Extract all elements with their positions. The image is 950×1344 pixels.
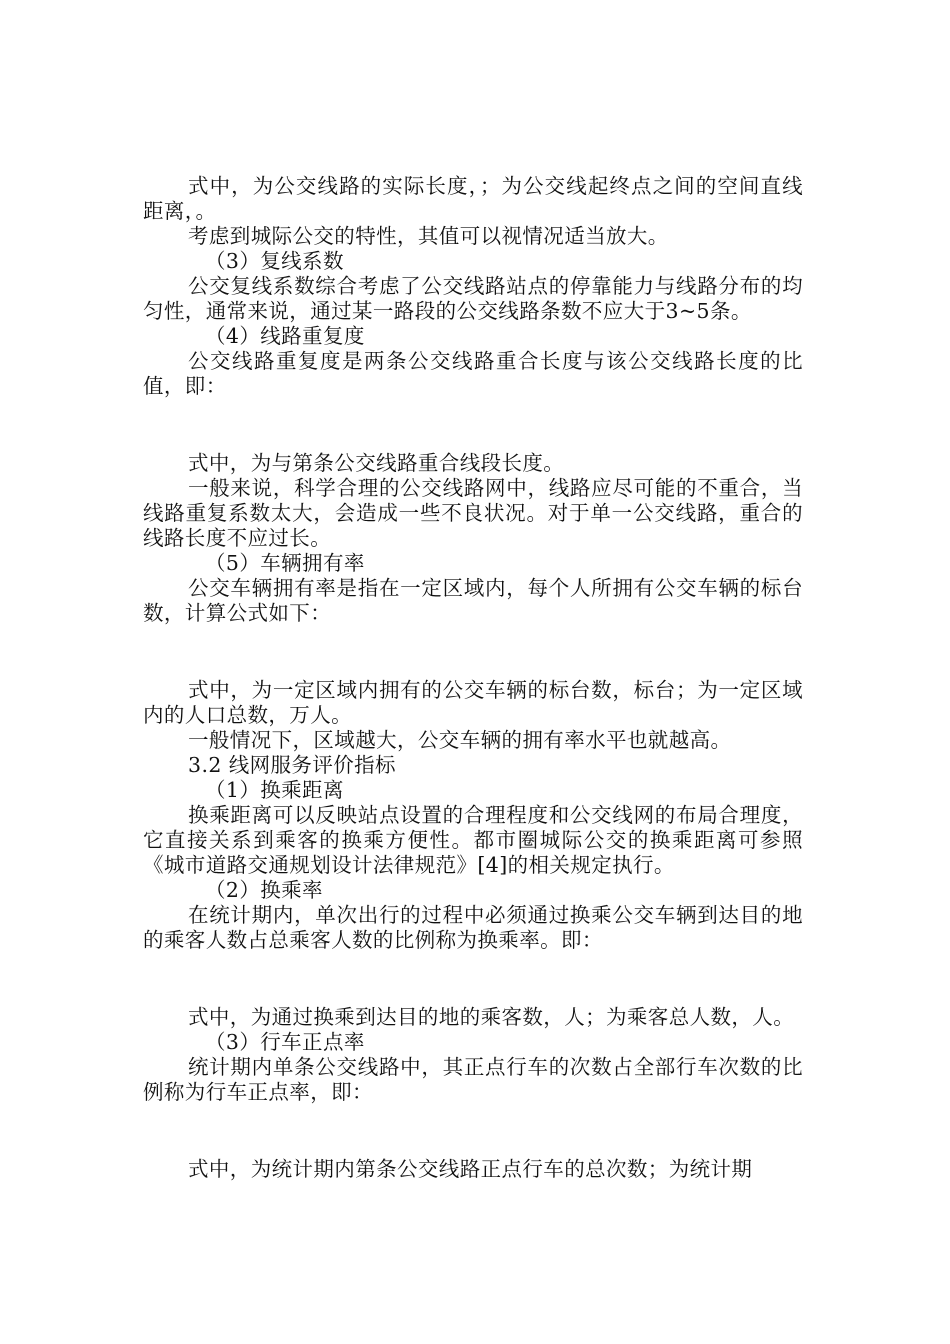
formula-placeholder xyxy=(143,1105,803,1157)
formula-placeholder xyxy=(143,953,803,1005)
subsection-heading: （4）线路重复度 xyxy=(205,324,365,348)
section-heading: 3.2 线网服务评价指标 xyxy=(188,753,396,777)
subsection-heading: （3）行车正点率 xyxy=(205,1030,365,1054)
body-paragraph: 公交线路重复度是两条公交线路重合长度与该公交线路长度的比值，即： xyxy=(143,349,803,398)
body-paragraph: 在统计期内，单次出行的过程中必须通过换乘公交车辆到达目的地的乘客人数占总乘客人数的比例称为换乘率。即： xyxy=(143,903,803,952)
subsection-heading: （2）换乘率 xyxy=(205,878,323,902)
formula-placeholder xyxy=(143,626,803,678)
body-paragraph: 一般情况下，区域越大，公交车辆的拥有率水平也就越高。 xyxy=(188,728,732,752)
body-paragraph: 一般来说，科学合理的公交线路网中，线路应尽可能的不重合，当线路重复系数太大，会造成一些不良状况。对于单一公交线路，重合的线路长度不应过长。 xyxy=(143,476,803,550)
body-paragraph: 公交车辆拥有率是指在一定区域内，每个人所拥有公交车辆的标台数，计算公式如下： xyxy=(143,576,803,625)
body-paragraph: 式中，为一定区域内拥有的公交车辆的标台数，标台；为一定区域内的人口总数，万人。 xyxy=(143,678,803,727)
body-paragraph: 式中，为与第条公交线路重合线段长度。 xyxy=(188,451,565,475)
body-paragraph: 式中，为通过换乘到达目的地的乘客数，人；为乘客总人数，人。 xyxy=(188,1005,795,1029)
formula-placeholder xyxy=(143,399,803,451)
body-paragraph: 式中，为公交线路的实际长度，；为公交线起终点之间的空间直线距离，。 xyxy=(143,174,803,223)
subsection-heading: （1）换乘距离 xyxy=(205,778,344,802)
body-paragraph: 公交复线系数综合考虑了公交线路站点的停靠能力与线路分布的均匀性，通常来说，通过某一路段的公交线路条数不应大于3~5条。 xyxy=(143,274,803,323)
subsection-heading: （5）车辆拥有率 xyxy=(205,551,365,575)
document-body xyxy=(143,174,803,1182)
body-paragraph: 考虑到城际公交的特性，其值可以视情况适当放大。 xyxy=(188,224,669,248)
body-paragraph: 式中，为统计期内第条公交线路正点行车的总次数；为统计期 xyxy=(188,1157,753,1181)
subsection-heading: （3）复线系数 xyxy=(205,249,344,273)
body-paragraph: 换乘距离可以反映站点设置的合理程度和公交线网的布局合理度，它直接关系到乘客的换乘方便性。都市圈城际公交的换乘距离可参照《城市道路交通规划设计法律规范》[4]的相关规定执行。 xyxy=(143,803,803,877)
body-paragraph: 统计期内单条公交线路中，其正点行车的次数占全部行车次数的比例称为行车正点率，即： xyxy=(143,1055,803,1104)
